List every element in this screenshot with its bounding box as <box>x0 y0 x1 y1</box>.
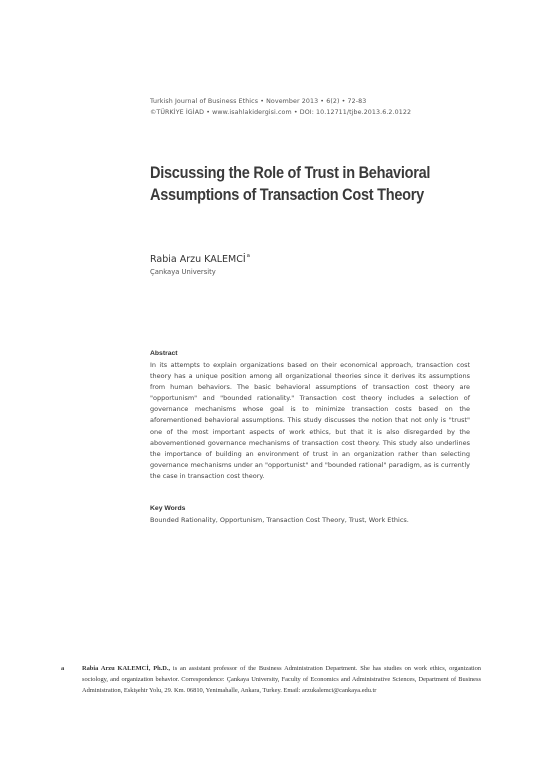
author-footnote-marker: a <box>246 253 251 259</box>
article-title-line-2: Assumptions of Transaction Cost Theory <box>150 186 424 204</box>
footnote-body: is an assistant professor of the Business Administration Department. She has studies on work ethics, organization sociology, and organization behavior. Correspondence: Çankaya University, Faculty of Economics and Administrative Sciences, Department of Business Administration, Eskişehir Yolu, 29. Km. 06810, Yenimahalle, Ankara, Turkey. Email: arzukalemci@cankaya.edu.tr <box>82 665 482 695</box>
journal-header <box>150 96 470 118</box>
keywords-body: Bounded Rationality, Opportunism, Transaction Cost Theory, Trust, Work Ethics. <box>150 516 409 524</box>
author-name <box>150 253 250 265</box>
journal-citation-line: Turkish Journal of Business Ethics • November 2013 • 6(2) • 72-83 <box>150 98 367 105</box>
keywords-heading: Key Words <box>150 505 186 512</box>
footnote-author-name: Rabia Arzu KALEMCİ, Ph.D., <box>82 665 171 672</box>
author-name-text: Rabia Arzu KALEMCİ <box>150 254 246 265</box>
journal-doi-line: ©TÜRKİYE İGİAD • www.isahlakidergisi.com • DOI: 10.12711/tjbe.2013.6.2.0122 <box>150 109 412 116</box>
author-affiliation: Çankaya University <box>150 268 216 276</box>
article-title <box>150 162 440 206</box>
article-title-line-1: Discussing the Role of Trust in Behavioral <box>150 164 431 182</box>
author-footnote <box>61 663 481 697</box>
abstract-body: In its attempts to explain organizations based on their economical approach, transaction cost theory has a unique position among all organizational theories since it derives its assumptions from human behaviors. The basic behavioral assumptions of transaction cost theory are "opportunism" and "bounded rationality." Transaction cost theory includes a selection of governance mechanisms whose goal is to minimize transaction costs based on the aforementioned behavioral assumptions. This study discusses the notion that not only is "trust" one of the most important aspects of work ethics, but that it is also disregarded by the abovementioned governance mechanisms of transaction cost theory. This study also underlines the importance of building an environment of trust in an organization rather than selecting governance mechanisms under an "opportunist" and "bounded rational" paradigm, as is currently the case in transaction cost theory. <box>150 361 470 480</box>
footnote-text <box>82 663 481 697</box>
abstract-heading: Abstract <box>150 350 178 357</box>
footnote-marker: a <box>61 665 65 672</box>
